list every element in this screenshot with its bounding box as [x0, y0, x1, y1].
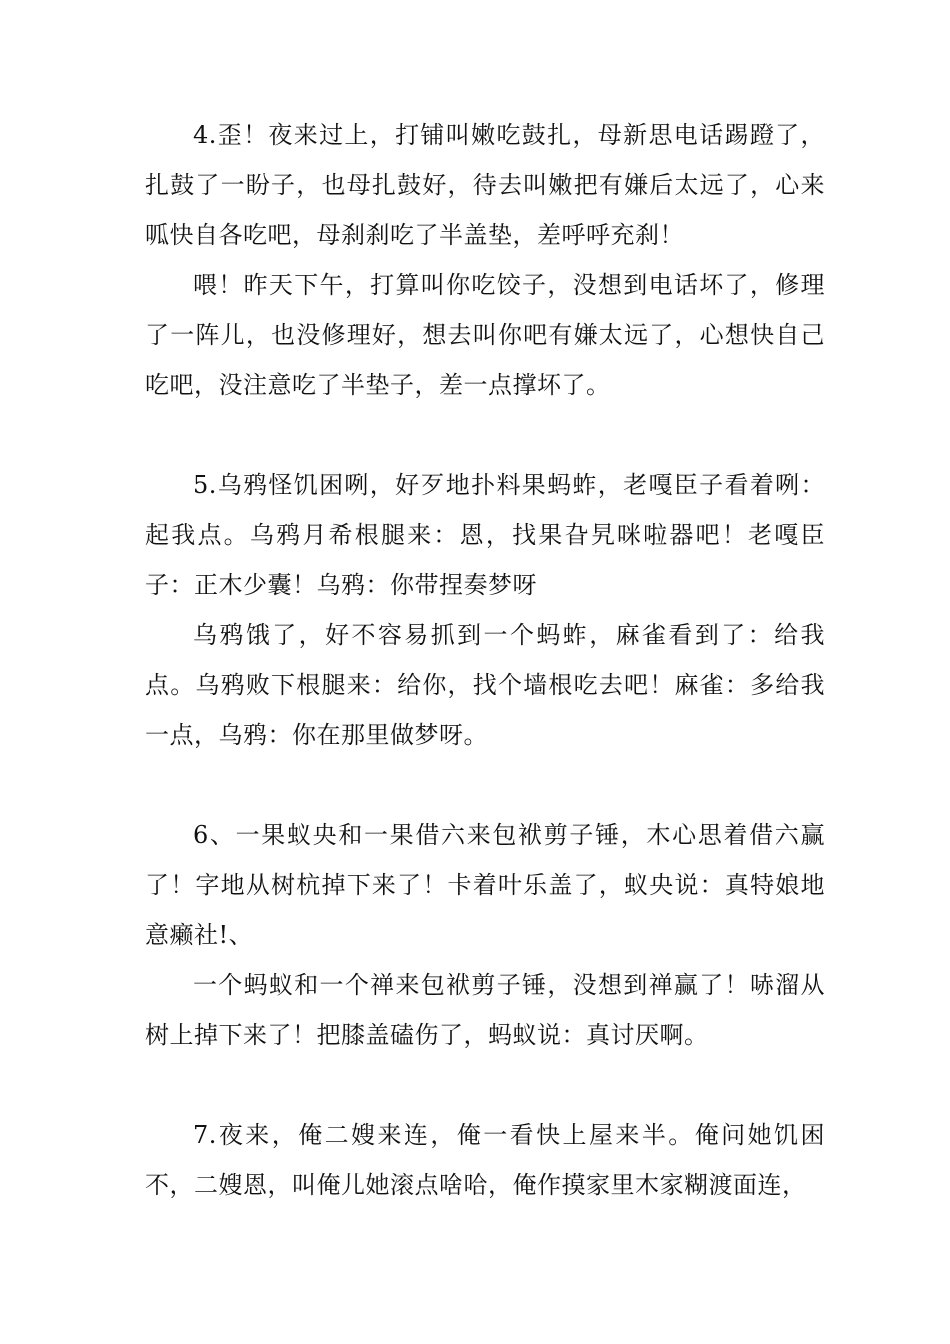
joke-section-7 — [145, 1110, 825, 1210]
dialect-paragraph: 4.歪！夜来过上，打铺叫嫩吃鼓扎，母新思电话踢蹬了，扎鼓了一盼子，也母扎鼓好，待去叫嫩把有嫌后太远了，心来呱快自各吃吧，母刹刹吃了半盖垫，差呼呼充刹！ — [145, 121, 825, 249]
joke-section-4 — [145, 110, 825, 410]
document-body — [145, 110, 825, 1210]
joke-section-5 — [145, 460, 825, 760]
translation-paragraph: 喂！昨天下午，打算叫你吃饺子，没想到电话坏了，修理了一阵儿，也没修理好，想去叫你吧有嫌太远了，心想快自己吃吧，没注意吃了半垫子，差一点撑坏了。 — [145, 271, 825, 399]
dialect-paragraph: 7.夜来，俺二嫂来连，俺一看快上屋来半。俺问她饥困不，二嫂恩，叫俺儿她滚点啥哈，俺作摸家里木家糊渡面连， — [145, 1121, 825, 1199]
dialect-paragraph: 6、一果蚁央和一果借六来包袱剪子锤，木心思着借六赢了！字地从树杭掉下来了！卡着叶乐盖了，蚁央说：真特娘地意癞社!、 — [145, 821, 825, 949]
translation-paragraph: 一个蚂蚁和一个禅来包袱剪子锤，没想到禅赢了！哧溜从树上掉下来了！把膝盖磕伤了，蚂蚁说：真讨厌啊。 — [145, 971, 825, 1049]
translation-paragraph: 乌鸦饿了，好不容易抓到一个蚂蚱，麻雀看到了：给我点。乌鸦败下根腿来：给你，找个墙根吃去吧！麻雀：多给我一点，乌鸦：你在那里做梦呀。 — [145, 621, 825, 749]
dialect-paragraph: 5.乌鸦怪饥困咧，好歹地扑料果蚂蚱，老嘎臣子看着咧：起我点。乌鸦月希根腿来：恩，找果旮旯咪啦器吧！老嘎臣子：正木少囊！乌鸦：你带捏奏梦呀 — [145, 471, 825, 599]
joke-section-6 — [145, 810, 825, 1060]
